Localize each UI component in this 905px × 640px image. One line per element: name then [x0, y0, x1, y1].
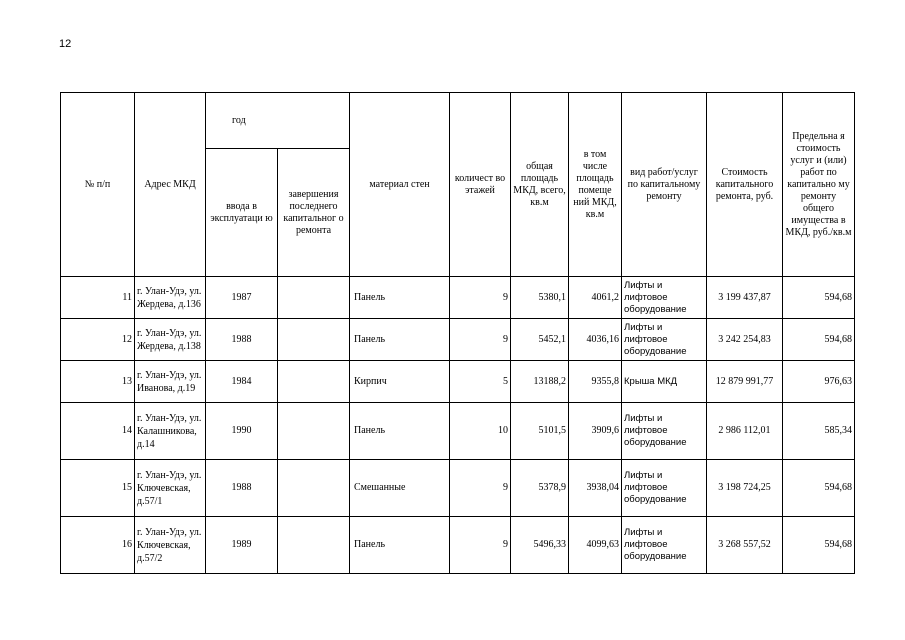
repair-register-table — [60, 92, 855, 574]
row-work: Лифты и лифтовое оборудование — [622, 517, 707, 574]
row-max-cost: 594,68 — [783, 319, 855, 361]
row-year: 1984 — [206, 361, 278, 403]
row-work: Крыша МКД — [622, 361, 707, 403]
row-work: Лифты и лифтовое оборудование — [622, 277, 707, 319]
row-res-area: 3938,04 — [569, 460, 622, 517]
header-cost: Стоимость капитального ремонта, руб. — [707, 93, 783, 277]
header-floors: количест во этажей — [450, 93, 511, 277]
row-total-area: 13188,2 — [511, 361, 569, 403]
header-address: Адрес МКД — [135, 93, 206, 277]
row-cost: 12 879 991,77 — [707, 361, 783, 403]
table-row — [61, 319, 855, 361]
header-work-type: вид работ/услуг по капитальному ремонту — [622, 93, 707, 277]
row-address: г. Улан-Удэ, ул. Калашникова, д.14 — [135, 403, 206, 460]
row-num: 15 — [61, 460, 135, 517]
header-wall-material: материал стен — [350, 93, 450, 277]
row-last-repair — [278, 403, 350, 460]
row-floors: 5 — [450, 361, 511, 403]
row-work: Лифты и лифтовое оборудование — [622, 460, 707, 517]
row-floors: 9 — [450, 277, 511, 319]
row-year: 1989 — [206, 517, 278, 574]
header-max-cost: Предельна я стоимость услуг и (или) работ по капитально му ремонту общего имущества в МКД, руб./кв.м — [783, 93, 855, 277]
row-res-area: 4036,16 — [569, 319, 622, 361]
row-address: г. Улан-Удэ, ул. Иванова, д.19 — [135, 361, 206, 403]
row-floors: 9 — [450, 460, 511, 517]
row-total-area: 5101,5 — [511, 403, 569, 460]
row-material: Панель — [350, 403, 450, 460]
row-total-area: 5378,9 — [511, 460, 569, 517]
row-year: 1988 — [206, 319, 278, 361]
header-residential-area: в том числе площадь помеще ний МКД, кв.м — [569, 93, 622, 277]
table-row — [61, 460, 855, 517]
header-year-last-repair: завершения последнего капитальног о ремонта — [278, 149, 350, 277]
row-year: 1987 — [206, 277, 278, 319]
row-address: г. Улан-Удэ, ул. Ключевская, д.57/2 — [135, 517, 206, 574]
header-num: № п/п — [61, 93, 135, 277]
row-cost: 3 268 557,52 — [707, 517, 783, 574]
header-total-area: общая площадь МКД, всего, кв.м — [511, 93, 569, 277]
row-cost: 3 242 254,83 — [707, 319, 783, 361]
row-work: Лифты и лифтовое оборудование — [622, 403, 707, 460]
row-cost: 2 986 112,01 — [707, 403, 783, 460]
row-max-cost: 976,63 — [783, 361, 855, 403]
header-year-group: год — [206, 93, 350, 149]
row-material: Панель — [350, 517, 450, 574]
row-num: 13 — [61, 361, 135, 403]
row-max-cost: 594,68 — [783, 460, 855, 517]
row-last-repair — [278, 319, 350, 361]
row-max-cost: 594,68 — [783, 517, 855, 574]
row-address: г. Улан-Удэ, ул. Жердева, д.136 — [135, 277, 206, 319]
header-year-commission: ввода в эксплуатаци ю — [206, 149, 278, 277]
table-row — [61, 361, 855, 403]
row-address: г. Улан-Удэ, ул. Жердева, д.138 — [135, 319, 206, 361]
row-num: 12 — [61, 319, 135, 361]
row-material: Смешанные — [350, 460, 450, 517]
row-num: 16 — [61, 517, 135, 574]
row-res-area: 4099,63 — [569, 517, 622, 574]
row-floors: 9 — [450, 517, 511, 574]
table-body — [61, 277, 855, 574]
row-cost: 3 199 437,87 — [707, 277, 783, 319]
row-year: 1990 — [206, 403, 278, 460]
row-material: Панель — [350, 319, 450, 361]
row-res-area: 4061,2 — [569, 277, 622, 319]
row-total-area: 5496,33 — [511, 517, 569, 574]
row-floors: 9 — [450, 319, 511, 361]
row-material: Кирпич — [350, 361, 450, 403]
row-year: 1988 — [206, 460, 278, 517]
row-num: 11 — [61, 277, 135, 319]
row-res-area: 3909,6 — [569, 403, 622, 460]
table-row — [61, 403, 855, 460]
row-total-area: 5452,1 — [511, 319, 569, 361]
row-last-repair — [278, 277, 350, 319]
row-max-cost: 585,34 — [783, 403, 855, 460]
row-max-cost: 594,68 — [783, 277, 855, 319]
row-num: 14 — [61, 403, 135, 460]
row-total-area: 5380,1 — [511, 277, 569, 319]
row-last-repair — [278, 361, 350, 403]
table-row — [61, 277, 855, 319]
table-header — [61, 93, 855, 277]
row-material: Панель — [350, 277, 450, 319]
row-res-area: 9355,8 — [569, 361, 622, 403]
row-floors: 10 — [450, 403, 511, 460]
row-last-repair — [278, 517, 350, 574]
page-number: 12 — [59, 38, 72, 50]
row-address: г. Улан-Удэ, ул. Ключевская, д.57/1 — [135, 460, 206, 517]
row-last-repair — [278, 460, 350, 517]
table-row — [61, 517, 855, 574]
row-work: Лифты и лифтовое оборудование — [622, 319, 707, 361]
row-cost: 3 198 724,25 — [707, 460, 783, 517]
